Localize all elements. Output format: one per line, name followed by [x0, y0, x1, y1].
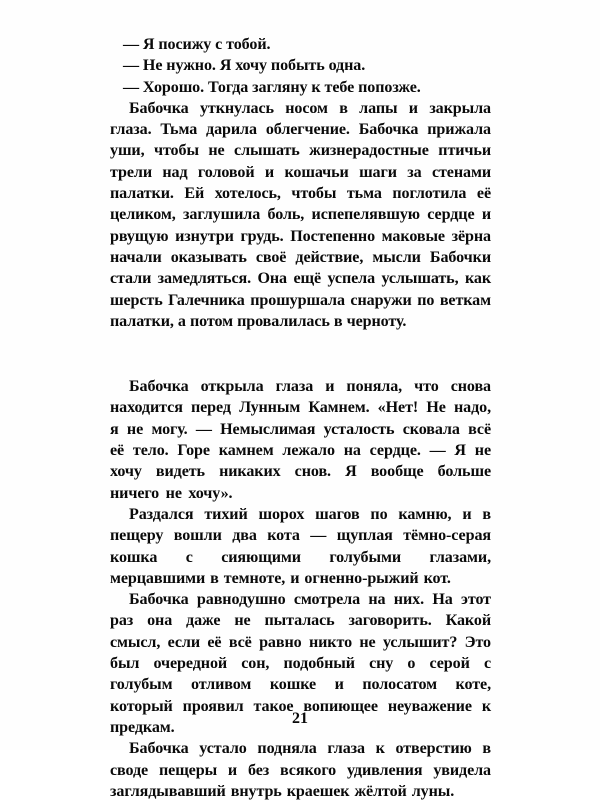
text-column	[110, 34, 491, 802]
paragraph: Бабочка открыла глаза и поняла, что снова находится перед Лунным Камнем. «Нет! Не надо, я не могу. — Немыслимая усталость сковала всё её тело. Горе камнем лежало на сердце. — Я не хочу видеть никаких снов. Я вообще больше ничего не хочу».	[110, 378, 491, 502]
paragraph: Раздался тихий шорох шагов по камню, и в пещеру вошли два кота — щуплая тёмно-серая кошка с сияющими голубыми глазами, мерцавшими в темноте, и огненно-рыжий кот.	[110, 505, 491, 587]
paragraph: Бабочка равнодушно смотрела на них. На этот раз она даже не пыталась заговорить. Какой смысл, если её всё равно никто не услышит? Это был очередной сон, подобный сну о серой с голубым отливом кошке и полосатом коте, который проявил такое вопиющее неуважение к предкам.	[110, 591, 491, 736]
paragraph: Бабочка устало подняла глаза к отверстию в своде пещеры и без всякого удивления увидела заглядывавший внутрь краешек жёлтой луны.	[110, 740, 491, 800]
page-number: 21	[292, 710, 308, 727]
narrative-block-one	[110, 98, 491, 332]
paragraph: Бабочка уткнулась носом в лапы и закрыла глаза. Тьма дарила облегчение. Бабочка прижала уши, чтобы не слышать жизнерадостные птичьи трели над головой и кошачьи шаги за стенами палатки. Ей хотелось, чтобы тьма поглотила её целиком, заглушила боль, испепелявшую сердце и рвущую изнутри грудь. Постепенно маковые зёрна начали оказывать своё действие, мысли Бабочки стали замедляться. Она ещё успела услышать, как шерсть Галечника прошуршала снаружи по веткам палатки, а потом провалилась в черноту.	[110, 99, 491, 330]
narrative-block-two	[110, 376, 491, 802]
dialogue-line: — Хорошо. Тогда загляну к тебе попозже.	[123, 78, 421, 96]
dialogue-line: — Я посижу с тобой.	[123, 36, 271, 53]
dialogue-line: — Не нужно. Я хочу побыть одна.	[123, 57, 366, 75]
dialogue-block	[110, 34, 491, 98]
